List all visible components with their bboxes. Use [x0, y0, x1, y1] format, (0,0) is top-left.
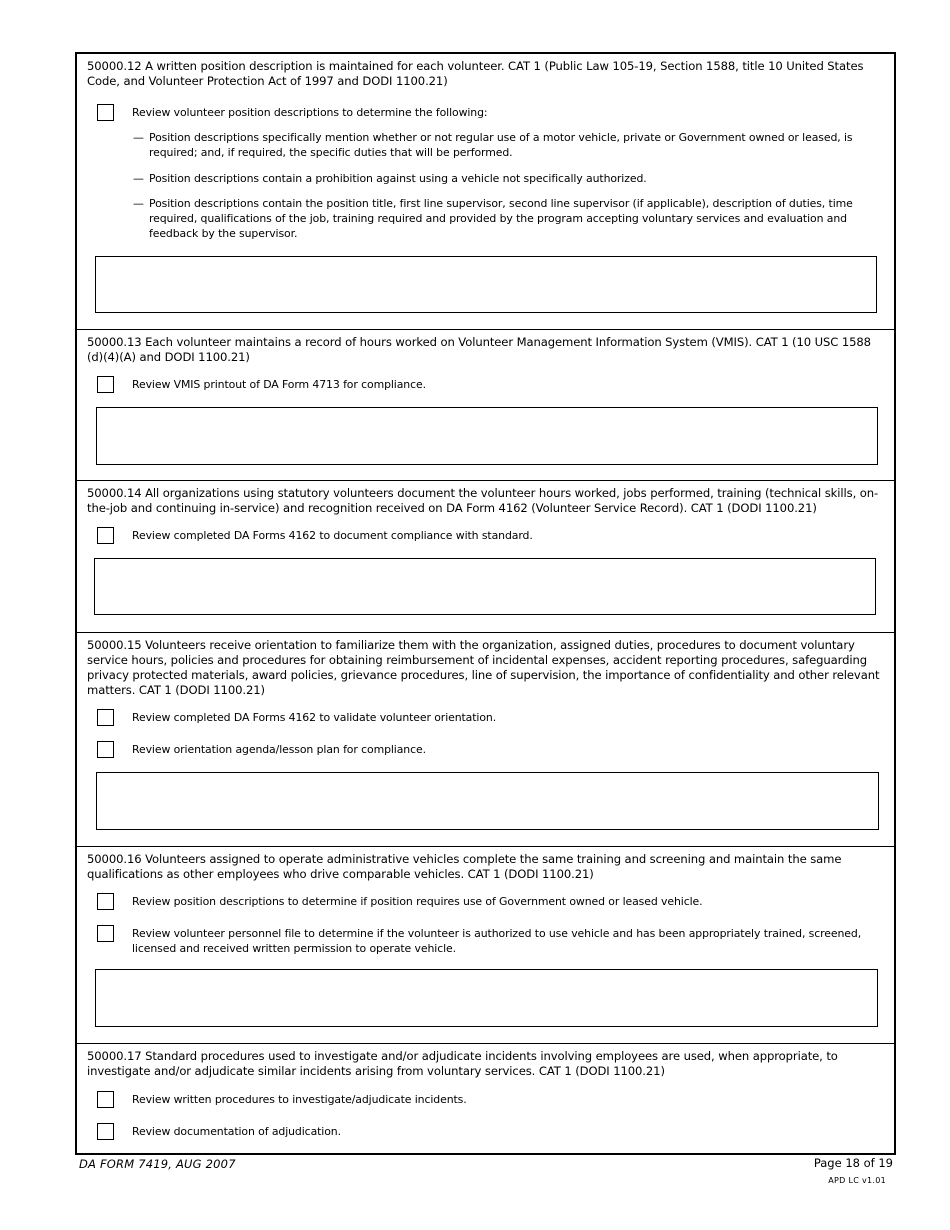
- checklist-item: [97, 893, 880, 913]
- sub-criterion-text: Position descriptions contain the position title, first line supervisor, second line supervisor (if applicable), description of duties, time required, qualifications of the job, training required and provided by the program accepting voluntary services and evaluation and feedback by the supervisor.: [149, 197, 853, 240]
- checklist-item: [97, 527, 880, 547]
- checklist-item-text: Review volunteer position descriptions to determine the following:: [132, 106, 488, 119]
- standard-text: 50000.16 Volunteers assigned to operate administrative vehicles complete the same training and screening and maintain the same qualifications as other employees who drive comparable vehicles. CAT 1 (DODI 1100.21): [87, 852, 842, 881]
- checklist-item: [97, 709, 880, 729]
- standard-text: 50000.14 All organizations using statutory volunteers document the volunteer hours worked, jobs performed, training (technical skills, on-the-job and continuing in-service) and recognition received on DA Form 4162 (Volunteer Service Record). CAT 1 (DODI 1100.21): [87, 486, 879, 515]
- checkbox[interactable]: [97, 527, 114, 544]
- standard-text: 50000.17 Standard procedures used to investigate and/or adjudicate incidents involving employees are used, when appropriate, to investigate and/or adjudicate similar incidents arising from voluntary services. CAT 1 (DODI 1100.21): [87, 1049, 838, 1078]
- checklist-item: [97, 741, 880, 761]
- form-identifier: DA FORM 7419, AUG 2007: [79, 1157, 236, 1171]
- checklist-item: [97, 925, 880, 957]
- dash-bullet-icon: —: [133, 131, 144, 144]
- standard-section-50000-12: [77, 54, 894, 329]
- sub-criterion: [133, 171, 878, 187]
- standard-text: 50000.15 Volunteers receive orientation to familiarize them with the organization, assigned duties, procedures to document voluntary service hours, policies and procedures for obtaining reimbursement of incidental expenses, accident reporting procedures, safeguarding privacy protected materials, award policies, grievance procedures, line of supervision, the importance of confidentiality and other relevant matters. CAT 1 (DODI 1100.21): [87, 638, 880, 697]
- checklist-item: [97, 376, 880, 396]
- checkbox[interactable]: [97, 1123, 114, 1140]
- checklist-item-text: Review position descriptions to determine if position requires use of Government owned or leased vehicle.: [132, 895, 703, 908]
- sub-criterion-text: Position descriptions contain a prohibition against using a vehicle not specifically authorized.: [149, 172, 647, 185]
- checklist-item: [97, 1091, 880, 1111]
- standard-text: 50000.12 A written position description is maintained for each volunteer. CAT 1 (Public Law 105-19, Section 1588, title 10 United States Code, and Volunteer Protection Act of 1997 and DODI 1100.21): [87, 59, 864, 88]
- checkbox[interactable]: [97, 104, 114, 121]
- checklist-item-text: Review orientation agenda/lesson plan for compliance.: [132, 743, 426, 756]
- remarks-field[interactable]: [96, 407, 878, 465]
- standard-section-50000-13: [77, 329, 894, 481]
- standard-section-50000-17: [77, 1043, 894, 1154]
- page-number: Page 18 of 19: [813, 1156, 893, 1170]
- dash-bullet-icon: —: [133, 197, 144, 210]
- checklist-item-text: Review written procedures to investigate/adjudicate incidents.: [132, 1093, 467, 1106]
- remarks-field[interactable]: [95, 969, 878, 1027]
- sub-criterion: [133, 130, 878, 162]
- checkbox[interactable]: [97, 376, 114, 393]
- checkbox[interactable]: [97, 925, 114, 942]
- checklist-item-text: Review VMIS printout of DA Form 4713 for compliance.: [132, 378, 426, 391]
- remarks-field[interactable]: [95, 256, 877, 313]
- version-label: APD LC v1.01: [828, 1176, 886, 1185]
- standard-section-50000-15: [77, 632, 894, 847]
- remarks-field[interactable]: [96, 772, 879, 830]
- checkbox[interactable]: [97, 709, 114, 726]
- checklist-form: [75, 52, 896, 1155]
- checklist-item-text: Review completed DA Forms 4162 to document compliance with standard.: [132, 529, 533, 542]
- checklist-item-text: Review completed DA Forms 4162 to validate volunteer orientation.: [132, 711, 497, 724]
- sub-criterion: [133, 196, 878, 242]
- checklist-item-text: Review volunteer personnel file to determine if the volunteer is authorized to use vehicle and has been appropriately trained, screened, licensed and received written permission to operate vehicle.: [132, 927, 862, 955]
- dash-bullet-icon: —: [133, 172, 144, 185]
- standard-text: 50000.13 Each volunteer maintains a record of hours worked on Volunteer Management Information System (VMIS). CAT 1 (10 USC 1588 (d)(4)(A) and DODI 1100.21): [87, 335, 871, 364]
- sub-criterion-text: Position descriptions specifically mention whether or not regular use of a motor vehicle, private or Government owned or leased, is required; and, if required, the specific duties that will be performed.: [149, 131, 853, 159]
- checkbox[interactable]: [97, 1091, 114, 1108]
- checklist-item: [97, 1123, 880, 1143]
- checklist-item-text: Review documentation of adjudication.: [132, 1125, 341, 1138]
- checkbox[interactable]: [97, 893, 114, 910]
- standard-section-50000-14: [77, 480, 894, 633]
- remarks-field[interactable]: [94, 558, 876, 615]
- standard-section-50000-16: [77, 846, 894, 1044]
- checkbox[interactable]: [97, 741, 114, 758]
